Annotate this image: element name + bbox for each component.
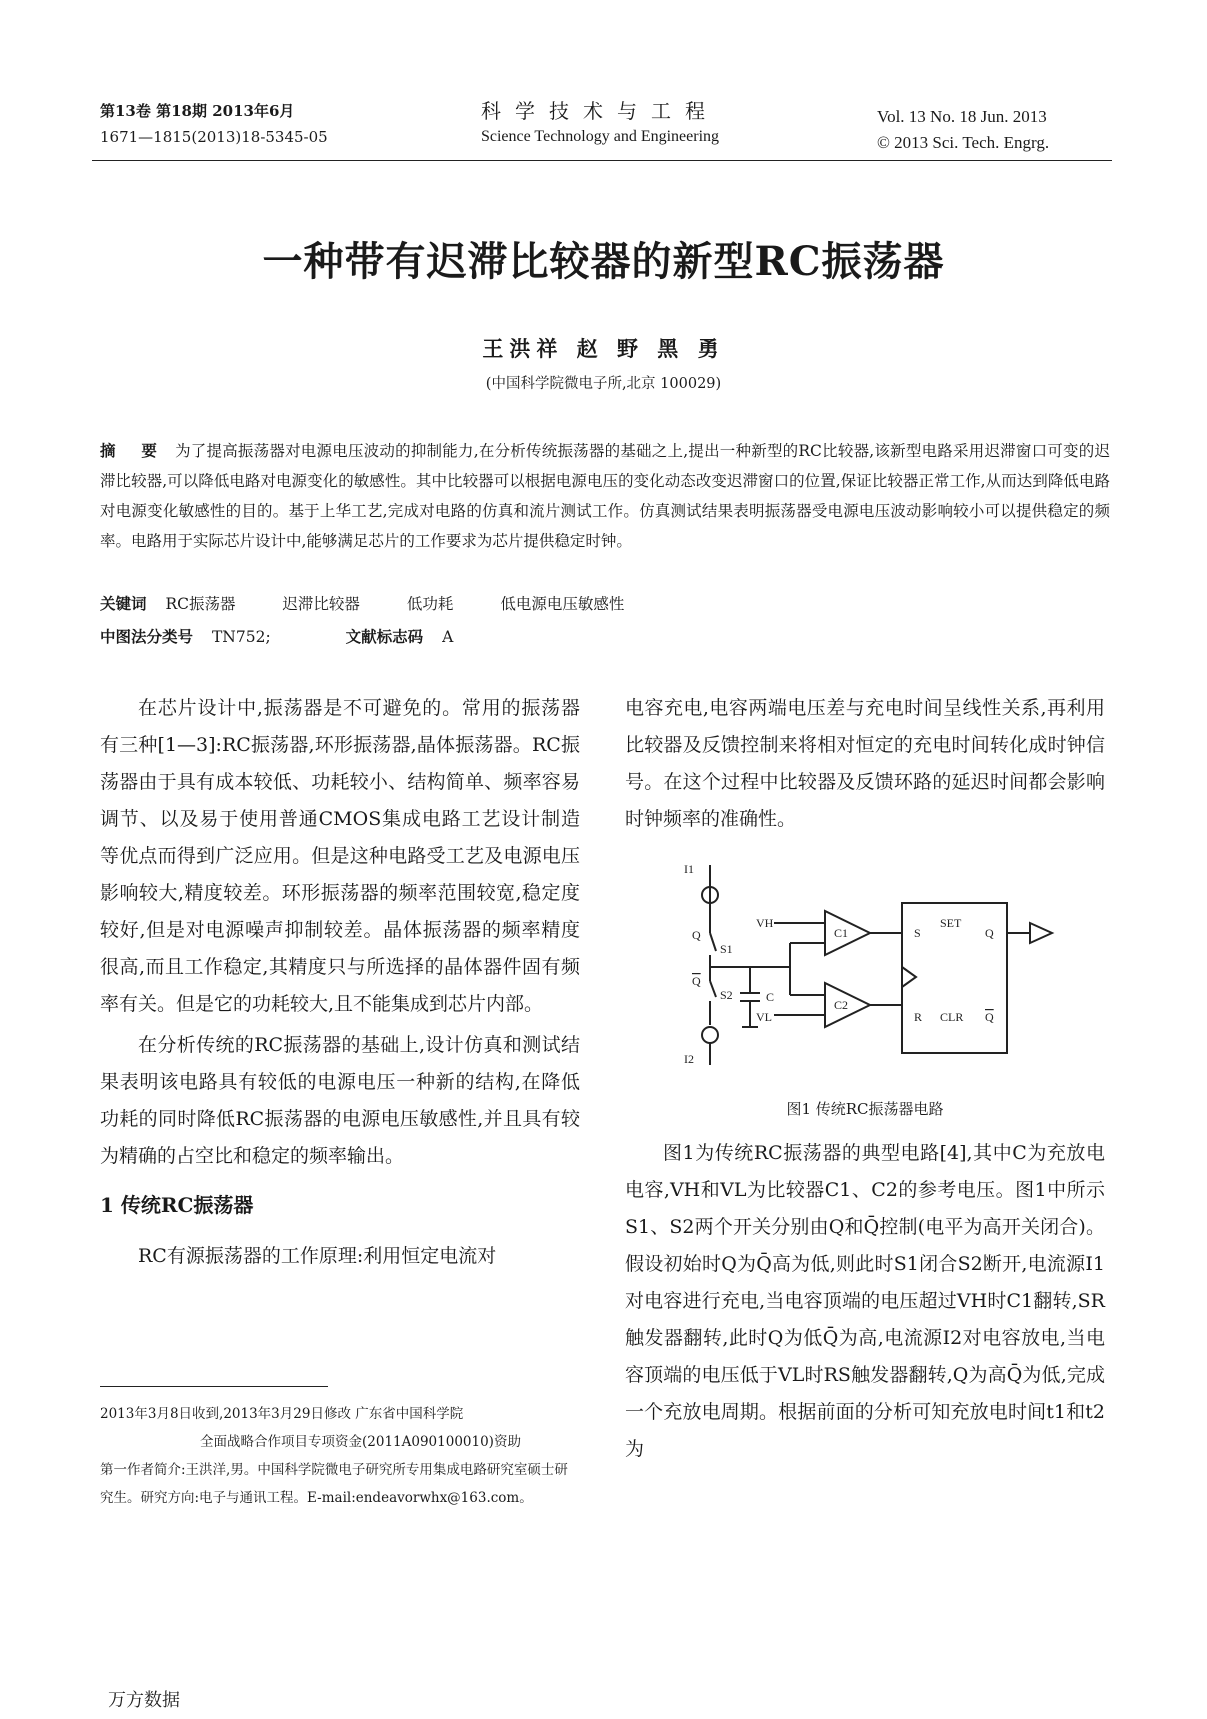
journal-volume-info [100,98,328,150]
journal-name-en: Science Technology and Engineering [480,128,720,145]
label-q-out: Q [985,926,994,940]
abstract-text: 为了提高振荡器对电源电压波动的抑制能力,在分析传统振荡器的基础之上,提出一种新型的RC比较器,该新型电路采用迟滞窗口可变的迟滞比较器,可以降低电路对电源变化的敏感性。其中比较器可以根据电源电压的变化动态改变迟滞窗口的位置,保证比较器正常工作,从而达到降低电路对电源变化敏感性的目的。基于上华工艺,完成对电路的仿真和流片测试工作。仿真测试结果表明振荡器受电源电压波动影响较小可以提供稳定的频率。电路用于实际芯片设计中,能够满足芯片的工作要求为芯片提供稳定时钟。 [100,442,1110,550]
footnote-rule [100,1386,328,1387]
label-vl: VL [756,1010,772,1024]
header-rule [92,160,1112,161]
keywords-label: 关键词 [100,594,147,613]
label-s: S [914,926,921,940]
paper-affiliation: (中国科学院微电子所,北京 100029) [485,376,722,392]
body-left-column [100,690,580,1275]
section-heading: 1 传统RC振荡器 [100,1193,254,1217]
label-qbar-out: Q [985,1010,994,1024]
footnote [100,1400,580,1512]
journal-name-cn: 科学技术与工程 [481,99,719,123]
journal-copyright: © 2013 Sci. Tech. Engrg. [877,133,1050,152]
body-paragraph: 电容充电,电容两端电压差与充电时间呈线性关系,再利用比较器及反馈控制来将相对恒定的充电时间转化成时钟信号。在这个过程中比较器及反馈环路的延迟时间都会影响时钟频率的准确性。 [625,697,1105,830]
label-clr: CLR [940,1010,964,1024]
label-q: Q [692,928,701,942]
label-i1: I1 [684,862,694,876]
journal-vol-en: Vol. 13 No. 18 Jun. 2013 [877,107,1047,126]
body-paragraph: RC有源振荡器的工作原理:利用恒定电流对 [138,1245,497,1267]
figure-caption: 图1 传统RC振荡器电路 [786,1100,944,1118]
watermark: 万方数据 [108,1690,180,1711]
keyword-item: RC振荡器 [165,595,236,613]
label-qbar: Q [692,974,701,988]
journal-volume-en [877,104,1107,156]
footnote-author-bio: 第一作者简介:王洪洋,男。中国科学院微电子研究所专用集成电路研究室硕士研究生。研究方向:电子与通讯工程。E-mail:endeavorwhx@163.com。 [100,1462,568,1506]
body-paragraph: 在分析传统的RC振荡器的基础上,设计仿真和测试结果表明该电路具有较低的电源电压一种新的结构,在降低功耗的同时降低RC振荡器的电源电压敏感性,并且具有较为精确的占空比和稳定的频率输出。 [100,1034,580,1167]
footnote-funding: 全面战略合作项目专项资金(2011A090100010)资助 [200,1434,521,1450]
abstract-label: 摘 要 [100,441,168,460]
label-s2: S2 [720,988,733,1002]
label-c2: C2 [834,998,849,1012]
label-c: C [766,990,775,1004]
rc-oscillator-circuit-diagram [670,855,1100,1080]
classification-value: TN752; [211,628,271,646]
doc-code-value: A [442,628,454,646]
label-vh: VH [756,916,774,930]
keyword-item: 低电源电压敏感性 [500,595,625,613]
label-s1: S1 [720,942,733,956]
footnote-received: 2013年3月8日收到,2013年3月29日修改 广东省中国科学院 [100,1406,464,1422]
doc-code-label: 文献标志码 [345,627,424,646]
body-right-column-continued [625,1135,1105,1468]
journal-name [420,98,780,150]
classification-label: 中图法分类号 [100,627,194,646]
label-set: SET [940,916,962,930]
label-c1: C1 [834,926,849,940]
journal-issue: 第13卷 第18期 2013年6月 [100,102,295,120]
keywords [100,592,666,614]
keyword-item: 低功耗 [406,595,454,613]
circuit-figure [670,855,1100,1084]
label-r: R [914,1010,923,1024]
body-paragraph: 在芯片设计中,振荡器是不可避免的。常用的振荡器有三种[1—3]:RC振荡器,环形振荡器,晶体振荡器。RC振荡器由于具有成本较低、功耗较小、结构简单、频率容易调节、以及易于使用普通CMOS集成电路工艺设计制造等优点而得到广泛应用。但是这种电路受工艺及电源电压影响较大,精度较差。环形振荡器的频率范围较宽,稳定度较好,但是对电源噪声抑制较差。晶体振荡器的频率精度很高,而且工作稳定,其精度只与所选择的晶体器件固有频率有关。但是它的功耗较大,且不能集成到芯片内部。 [100,697,580,1015]
label-i2: I2 [684,1052,694,1066]
paper-authors: 王洪祥 赵 野 黑 勇 [482,336,725,361]
keyword-item: 迟滞比较器 [282,595,360,613]
body-right-column [625,690,1105,838]
paper-title: 一种带有迟滞比较器的新型RC振荡器 [262,238,945,285]
journal-issn: 1671—1815(2013)18-5345-05 [100,128,328,146]
body-paragraph: 图1为传统RC振荡器的典型电路[4],其中C为充放电电容,VH和VL为比较器C1、C2的参考电压。图1中所示S1、S2两个开关分别由Q和Q̄控制(电平为高开关闭合)。假设初始时Q为Q̄高为低,则此时S1闭合S2断开,电流源I1对电容进行充电,当电容顶端的电压超过VH时C1翻转,SR触发器翻转,此时Q为低Q̄为高,电流源I2对电容放电,当电容顶端的电压低于VL时RS触发器翻转,Q为高Q̄为低,完成一个充放电周期。根据前面的分析可知充放电时间t1和t2为 [625,1142,1105,1460]
abstract [100,436,1110,556]
classification [100,625,453,647]
